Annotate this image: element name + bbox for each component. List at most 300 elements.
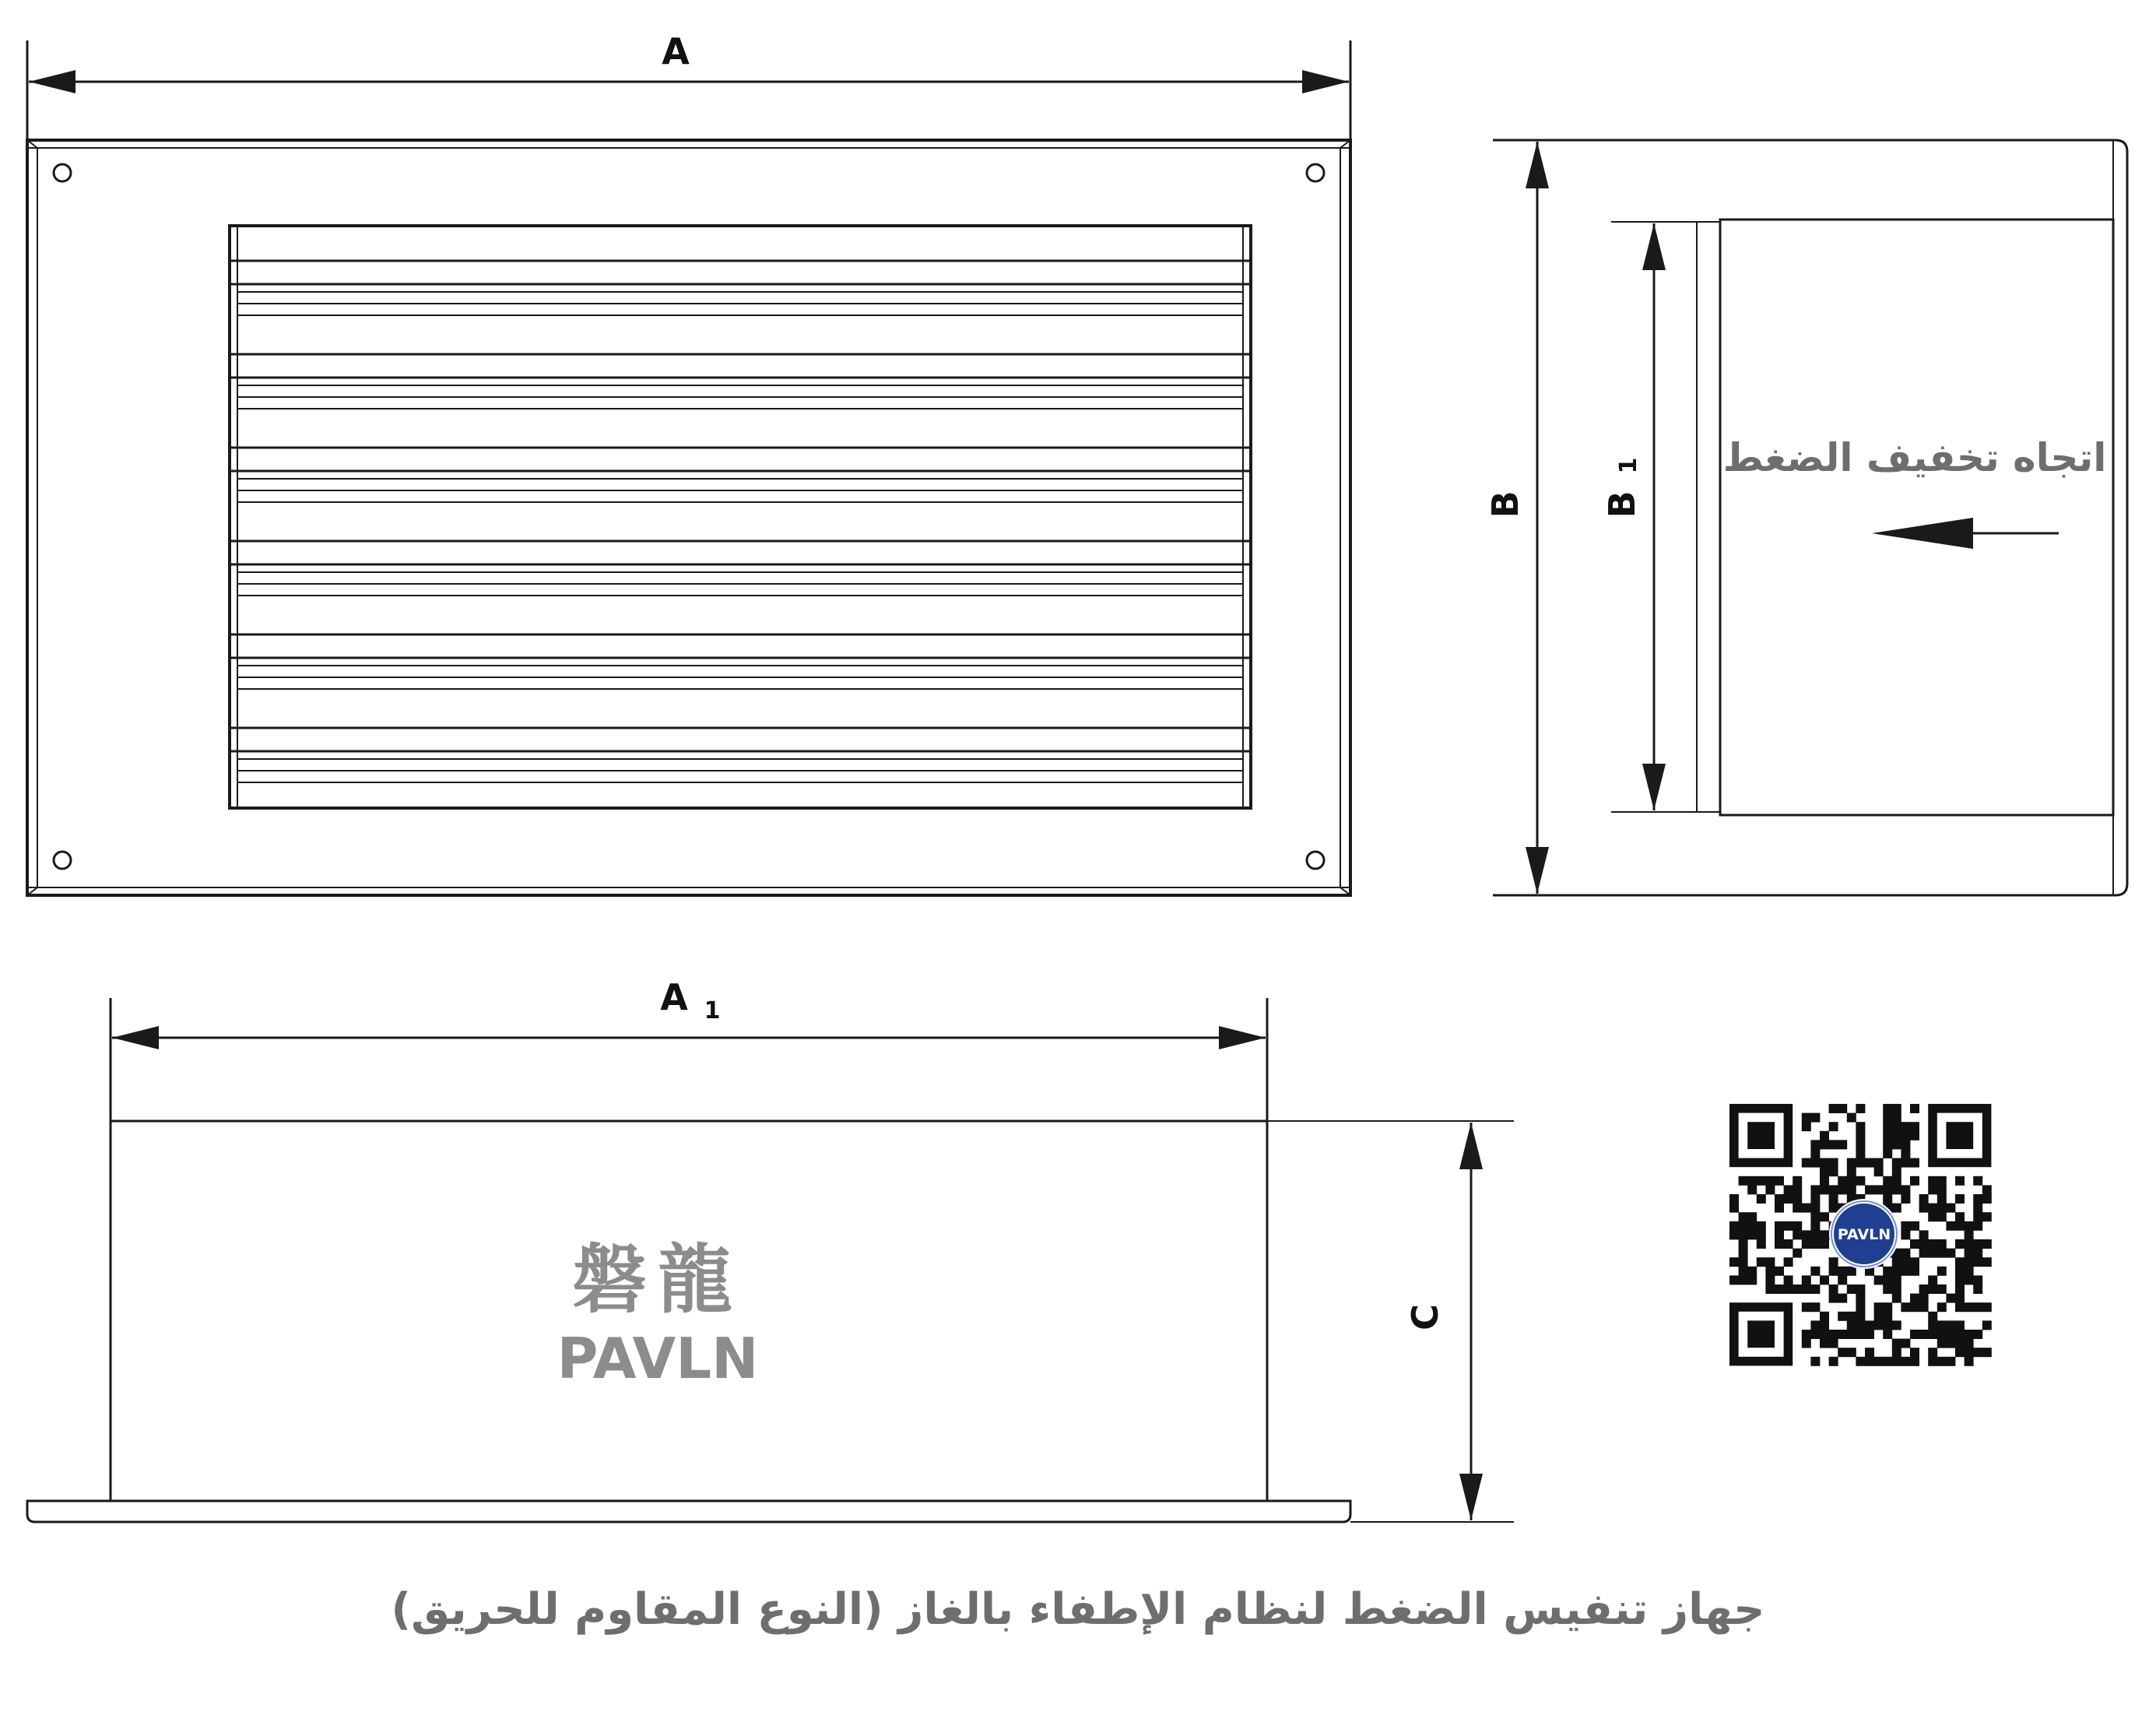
qr-module [1937, 1284, 1947, 1294]
qr-module [1883, 1357, 1892, 1366]
qr-module [1892, 1339, 1901, 1348]
qr-module [1820, 1140, 1829, 1149]
qr-module [1856, 1320, 1865, 1330]
qr-module [1820, 1239, 1829, 1249]
qr-module [1919, 1194, 1929, 1204]
qr-module [1928, 1312, 1937, 1321]
qr-module [1793, 1221, 1802, 1231]
qr-module [1883, 1185, 1892, 1194]
qr-module [1919, 1330, 1929, 1339]
qr-module [1838, 1312, 1847, 1321]
qr-module [1810, 1267, 1820, 1276]
qr-module [1865, 1185, 1874, 1194]
qr-module [1757, 1230, 1766, 1239]
qr-module [1739, 1221, 1748, 1231]
qr-module [1820, 1320, 1829, 1330]
qr-module [1910, 1257, 1919, 1267]
qr-module [1937, 1339, 1947, 1348]
qr-module [1775, 1284, 1784, 1294]
qr-module [1982, 1185, 1992, 1194]
qr-module [1757, 1221, 1766, 1231]
qr-module [1928, 1249, 1937, 1258]
qr-module [1847, 1312, 1856, 1321]
qr-module [1838, 1267, 1847, 1276]
dimension-label-b: B [1484, 490, 1526, 518]
qr-module [1847, 1185, 1856, 1194]
qr-module [1883, 1320, 1892, 1330]
qr-module [1856, 1122, 1865, 1131]
qr-module [1765, 1257, 1775, 1267]
qr-module [1856, 1357, 1865, 1366]
qr-module [1829, 1294, 1838, 1303]
qr-module [1901, 1149, 1910, 1158]
qr-module [1928, 1204, 1937, 1213]
qr-module [1820, 1167, 1829, 1176]
dimension-label-c: C [1404, 1304, 1446, 1330]
dimension-label-a: A [662, 30, 690, 72]
qr-module [1892, 1122, 1901, 1131]
qr-module [1883, 1113, 1892, 1123]
dimension-label-b1: B [1601, 490, 1643, 518]
qr-module [1982, 1194, 1992, 1204]
qr-module [1892, 1131, 1901, 1140]
qr-module [1802, 1204, 1811, 1213]
qr-module [1883, 1302, 1892, 1312]
qr-module [1847, 1176, 1856, 1186]
qr-module [1901, 1302, 1910, 1312]
qr-module [1919, 1230, 1929, 1239]
qr-module [1955, 1320, 1965, 1330]
qr-module [1892, 1158, 1901, 1168]
qr-module [1820, 1176, 1829, 1186]
qr-module [1901, 1339, 1910, 1348]
qr-module [1946, 1204, 1955, 1213]
qr-module [1829, 1140, 1838, 1149]
qr-module [1829, 1284, 1838, 1294]
qr-module [1829, 1122, 1838, 1131]
qr-module [1965, 1230, 1974, 1239]
qr-module [1965, 1330, 1974, 1339]
dimension-label-a1-subscript: 1 [704, 997, 721, 1024]
qr-module [1883, 1267, 1892, 1276]
qr-module [1982, 1212, 1992, 1221]
qr-module [1810, 1284, 1820, 1294]
qr-module [1965, 1348, 1974, 1357]
top-view [27, 998, 1514, 1522]
qr-module [1810, 1239, 1820, 1249]
qr-module [1874, 1302, 1884, 1312]
qr-module [1784, 1284, 1793, 1294]
qr-module [1847, 1167, 1856, 1176]
qr-module [1739, 1212, 1748, 1221]
qr-module [1747, 1275, 1757, 1284]
qr-module [1856, 1284, 1865, 1294]
qr-module [1937, 1185, 1947, 1194]
brand-chinese-name: 磐龍 [572, 1236, 743, 1323]
qr-module [1901, 1249, 1910, 1258]
qr-module [1937, 1239, 1947, 1249]
qr-module [1928, 1176, 1937, 1186]
qr-module [1901, 1267, 1910, 1276]
qr-module [1829, 1204, 1838, 1213]
qr-module [1847, 1348, 1856, 1357]
qr-module [1919, 1249, 1929, 1258]
qr-module [1784, 1275, 1793, 1284]
qr-module [1739, 1176, 1748, 1186]
qr-module [1937, 1249, 1947, 1258]
qr-module [1910, 1302, 1919, 1312]
qr-module [1965, 1239, 1974, 1249]
qr-module [1928, 1185, 1937, 1194]
qr-module [1775, 1204, 1784, 1213]
qr-module [1892, 1294, 1901, 1303]
qr-module [1892, 1275, 1901, 1284]
qr-module [1829, 1158, 1838, 1168]
side-view [1493, 140, 2127, 895]
qr-module [1820, 1158, 1829, 1168]
qr-module [1892, 1113, 1901, 1123]
qr-module [1802, 1239, 1811, 1249]
qr-module [1820, 1312, 1829, 1321]
qr-module [1965, 1257, 1974, 1267]
louver-blade [230, 634, 1251, 658]
qr-module [1820, 1131, 1829, 1140]
qr-module [1955, 1176, 1965, 1186]
qr-module [1874, 1320, 1884, 1330]
qr-module [1865, 1357, 1874, 1366]
qr-module [1820, 1275, 1829, 1284]
qr-module [1810, 1113, 1820, 1123]
qr-module [1973, 1257, 1982, 1267]
qr-brand-badge [1831, 1201, 1897, 1267]
qr-module [1973, 1194, 1982, 1204]
qr-module [1874, 1185, 1884, 1194]
louver-blade [230, 261, 1251, 284]
qr-module [1955, 1221, 1965, 1231]
qr-module [1865, 1320, 1874, 1330]
qr-module [1757, 1239, 1766, 1249]
qr-module [1892, 1140, 1901, 1149]
qr-module [1973, 1212, 1982, 1221]
pressure-relief-direction-label: اتجاه تخفيف الضغط [1722, 435, 2107, 480]
qr-module [1910, 1267, 1919, 1276]
qr-module [1937, 1320, 1947, 1330]
qr-module [1982, 1239, 1992, 1249]
qr-module [1747, 1267, 1757, 1276]
qr-module [1838, 1348, 1847, 1357]
qr-module [1982, 1302, 1992, 1312]
qr-module [1865, 1330, 1874, 1339]
qr-module [1802, 1330, 1811, 1339]
qr-module [1810, 1302, 1820, 1312]
qr-module [1901, 1257, 1910, 1267]
qr-module [1883, 1140, 1892, 1149]
brand-latin-name: PAVLN [557, 1326, 759, 1391]
qr-module [1928, 1348, 1937, 1357]
qr-module [1973, 1302, 1982, 1312]
qr-module [1829, 1257, 1838, 1267]
qr-module [1747, 1212, 1757, 1221]
qr-module [1892, 1176, 1901, 1186]
qr-module [1757, 1257, 1766, 1267]
qr-module [1928, 1284, 1937, 1294]
qr-module [1919, 1204, 1929, 1213]
qr-module [1883, 1194, 1892, 1204]
qr-module [1739, 1230, 1748, 1239]
qr-module [1802, 1113, 1811, 1123]
qr-module [1820, 1330, 1829, 1339]
qr-module [1793, 1185, 1802, 1194]
qr-module [1810, 1149, 1820, 1158]
qr-module [1955, 1194, 1965, 1204]
qr-module [1856, 1104, 1865, 1113]
qr-module [1810, 1212, 1820, 1221]
qr-module [1874, 1158, 1884, 1168]
qr-module [1937, 1330, 1947, 1339]
qr-module [1747, 1221, 1757, 1231]
qr-module [1838, 1176, 1847, 1186]
qr-module [1965, 1275, 1974, 1284]
qr-module [1739, 1275, 1748, 1284]
qr-module [1937, 1212, 1947, 1221]
qr-module [1765, 1176, 1775, 1186]
qr-module [1793, 1249, 1802, 1258]
qr-module [1965, 1357, 1974, 1366]
qr-module [1946, 1249, 1955, 1258]
qr-module [1838, 1104, 1847, 1113]
qr-module [1892, 1167, 1901, 1176]
qr-module [1892, 1284, 1901, 1294]
qr-module [1937, 1357, 1947, 1366]
qr-module [1829, 1167, 1838, 1176]
qr-module [1973, 1221, 1982, 1231]
qr-module [1973, 1330, 1982, 1339]
qr-module [1955, 1284, 1965, 1294]
qr-module [1802, 1339, 1811, 1348]
qr-module [1910, 1122, 1919, 1131]
qr-module [1838, 1185, 1847, 1194]
qr-module [1856, 1176, 1865, 1186]
qr-finder-pattern [1747, 1122, 1775, 1149]
qr-module [1784, 1239, 1793, 1249]
qr-module [1810, 1140, 1820, 1149]
qr-module [1810, 1320, 1820, 1330]
qr-module [1973, 1249, 1982, 1258]
qr-module [1910, 1131, 1919, 1140]
qr-module [1965, 1249, 1974, 1258]
qr-module [1919, 1302, 1929, 1312]
qr-module [1955, 1212, 1965, 1221]
qr-module [1856, 1158, 1865, 1168]
qr-module [1829, 1330, 1838, 1339]
qr-module [1847, 1320, 1856, 1330]
qr-module [1729, 1257, 1739, 1267]
qr-finder-pattern [1946, 1122, 1973, 1149]
qr-module [1856, 1312, 1865, 1321]
front-view [27, 40, 1350, 895]
qr-module [1810, 1204, 1820, 1213]
qr-module [1829, 1357, 1838, 1366]
qr-module [1910, 1239, 1919, 1249]
qr-module [1856, 1149, 1865, 1158]
qr-module [1829, 1194, 1838, 1204]
qr-module [1910, 1221, 1919, 1231]
qr-module [1901, 1122, 1910, 1131]
qr-module [1729, 1204, 1739, 1213]
qr-module [1820, 1230, 1829, 1239]
qr-module [1820, 1212, 1829, 1221]
qr-module [1901, 1194, 1910, 1204]
drawing-caption: جهاز تنفيس الضغط لنظام الإطفاء بالغاز (النوع المقاوم للحريق) [391, 1584, 1765, 1635]
qr-module [1910, 1330, 1919, 1339]
qr-module [1937, 1176, 1947, 1186]
louver-blade [230, 448, 1251, 471]
qr-module [1775, 1176, 1784, 1186]
qr-module [1874, 1312, 1884, 1321]
qr-module [1802, 1122, 1811, 1131]
qr-module [1747, 1230, 1757, 1239]
louver-blade [230, 541, 1251, 564]
qr-module [1765, 1284, 1775, 1294]
qr-module [1973, 1176, 1982, 1186]
qr-module [1928, 1320, 1937, 1330]
qr-module [1919, 1284, 1929, 1294]
qr-module [1892, 1185, 1901, 1194]
qr-module [1937, 1302, 1947, 1312]
qr-module [1829, 1185, 1838, 1194]
qr-module [1965, 1339, 1974, 1348]
qr-module [1810, 1194, 1820, 1204]
qr-module [1883, 1131, 1892, 1140]
qr-module [1883, 1122, 1892, 1131]
svg-text:PAVLN: PAVLN [1837, 1226, 1891, 1243]
qr-module [1928, 1275, 1937, 1284]
qr-module [1955, 1275, 1965, 1284]
qr-module [1874, 1357, 1884, 1366]
qr-module [1739, 1267, 1748, 1276]
qr-finder-pattern [1747, 1320, 1775, 1348]
qr-module [1829, 1339, 1838, 1348]
qr-module [1847, 1158, 1856, 1168]
qr-module [1955, 1267, 1965, 1276]
qr-module [1955, 1302, 1965, 1312]
qr-module [1856, 1302, 1865, 1312]
qr-module [1784, 1185, 1793, 1194]
qr-module [1928, 1330, 1937, 1339]
qr-module [1810, 1330, 1820, 1339]
qr-module [1829, 1267, 1838, 1276]
qr-module [1892, 1104, 1901, 1113]
qr-module [1892, 1257, 1901, 1267]
qr-module [1784, 1257, 1793, 1267]
qr-module [1747, 1176, 1757, 1186]
qr-module [1856, 1294, 1865, 1303]
qr-module [1838, 1275, 1847, 1284]
qr-module [1901, 1230, 1910, 1239]
qr-module [1810, 1230, 1820, 1239]
qr-module [1910, 1294, 1919, 1303]
qr-module [1901, 1221, 1910, 1231]
qr-module [1883, 1176, 1892, 1186]
qr-module [1955, 1294, 1965, 1303]
qr-module [1865, 1348, 1874, 1357]
qr-module [1838, 1140, 1847, 1149]
qr-module [1973, 1348, 1982, 1357]
qr-module [1919, 1294, 1929, 1303]
qr-module [1802, 1275, 1811, 1284]
qr-module [1793, 1284, 1802, 1294]
qr-module [1856, 1330, 1865, 1339]
qr-module [1901, 1185, 1910, 1194]
qr-module [1874, 1275, 1884, 1284]
qr-module [1973, 1239, 1982, 1249]
qr-module [1739, 1249, 1748, 1258]
qr-module [1982, 1320, 1992, 1330]
qr-module [1757, 1176, 1766, 1186]
qr-module [1910, 1104, 1919, 1113]
qr-module [1883, 1330, 1892, 1339]
qr-module [1793, 1204, 1802, 1213]
qr-module [1901, 1158, 1910, 1168]
qr-module [1910, 1348, 1919, 1357]
qr-module [1901, 1140, 1910, 1149]
qr-module [1802, 1302, 1811, 1312]
qr-module [1775, 1194, 1784, 1204]
qr-module [1810, 1357, 1820, 1366]
qr-module [1910, 1357, 1919, 1366]
qr-module [1955, 1348, 1965, 1357]
qr-module [1856, 1131, 1865, 1140]
qr-module [1784, 1221, 1793, 1231]
qr-module [1729, 1275, 1739, 1284]
qr-module [1847, 1284, 1856, 1294]
qr-module [1847, 1330, 1856, 1339]
qr-module [1901, 1131, 1910, 1140]
qr-module [1965, 1221, 1974, 1231]
qr-module [1775, 1267, 1784, 1276]
qr-module [1892, 1320, 1901, 1330]
qr-module [1729, 1221, 1739, 1231]
qr-module [1955, 1339, 1965, 1348]
qr-module [1883, 1284, 1892, 1294]
qr-module [1757, 1194, 1766, 1204]
qr-module [1946, 1339, 1955, 1348]
qr-module [1946, 1221, 1955, 1231]
qr-module [1973, 1284, 1982, 1294]
qr-module [1910, 1176, 1919, 1186]
qr-module [1765, 1275, 1775, 1284]
qr-module [1802, 1284, 1811, 1294]
qr-module [1965, 1267, 1974, 1276]
qr-module [1784, 1194, 1793, 1204]
qr-module [1937, 1267, 1947, 1276]
qr-module [1765, 1267, 1775, 1276]
louver-blades [230, 261, 1251, 782]
qr-module [1965, 1302, 1974, 1312]
qr-module [1810, 1158, 1820, 1168]
qr-module [1892, 1348, 1901, 1357]
qr-module [1973, 1204, 1982, 1213]
qr-module [1729, 1194, 1739, 1204]
qr-module [1856, 1140, 1865, 1149]
qr-module [1946, 1330, 1955, 1339]
qr-module [1946, 1320, 1955, 1330]
qr-module [1775, 1239, 1784, 1249]
qr-module [1910, 1158, 1919, 1168]
qr-module [1937, 1204, 1947, 1213]
qr-module [1729, 1230, 1739, 1239]
louver-blade [230, 354, 1251, 378]
